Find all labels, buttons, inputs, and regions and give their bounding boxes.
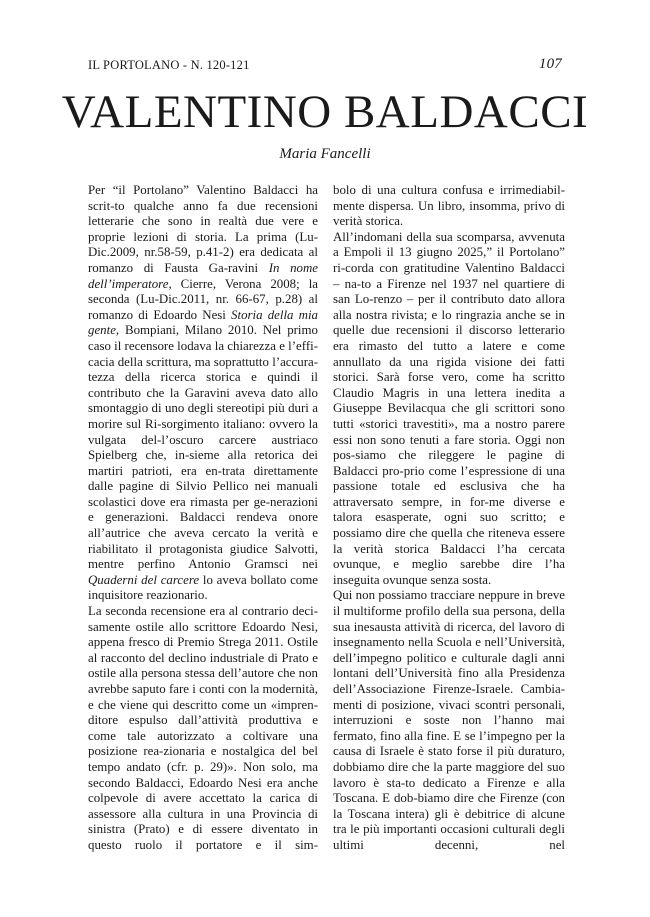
paragraph: La seconda recensione era al contrario deci-samente ostile allo scrittore Edoardo Nesi, appena fresco di Premio Strega 2011. Ostile al racconto del declino industriale di Prato e ostile alla persona stessa dell’autore che non avrebbe saputo fare i conti con la modernità, e che viene qui descritto come un «impren-ditore espulso dall’attività produttiva e come tale autorizzato a coltivare una posizione rea-zionaria e nostalgica del bel tempo andato (cfr. p. 29)». Non solo, ma secondo Baldacci, Edoardo Nesi era anche colpevole di avere accettato la carica di assessore alla cultura in una Provincia di sinistra (Prato) e di essere diventato in questo ruolo il portatore e il sim- bbox=[88, 604, 318, 852]
paragraph: All’indomani della sua scomparsa, avvenuta a Empoli il 13 giugno 2025,” il Portolano” ri-corda con gratitudine Valentino Baldacci – na-to a Firenze nel 1937 nel quartiere di san Lo-renzo – per il contributo dato allora alla nostra rivista; e lo ringrazia anche se in quelle due recensioni il discorso letterario era rimasto del tutto a latere e come annullato da una rigida visione dei fatti storici. Sarà forse vero, come ha scritto Claudio Magris in una lettera inedita a Giuseppe Bevilacqua che gli scrittori sono tutti «storici travestiti», ma a nostro parere essi non sono tenuti a fare storia. Oggi non pos-siamo che rileggere le pagine di Baldacci pro-prio come l’espressione di una passione totale ed esclusiva che ha attraversato sempre, in for-me diverse e talora esasperate, ogni suo scritto; e possiamo dire che quella che riteneva essere la verità storica Baldacci l’ha cercata ovunque, e meglio sarebbe dire l’ha inseguita ovunque senza sosta. bbox=[333, 229, 565, 587]
book-title: Quaderni del carcere bbox=[88, 572, 200, 587]
book-title: Storia della mia gente bbox=[88, 307, 318, 338]
page-number: 107 bbox=[538, 56, 562, 72]
running-header bbox=[88, 56, 562, 76]
paragraph: bolo di una cultura confusa e irrimediabil-mente dispersa. Un libro, insomma, privo di verità storica. bbox=[333, 183, 565, 229]
left-column bbox=[88, 183, 318, 854]
paragraph: Qui non possiamo tracciare neppure in breve il multiforme profilo della sua persona, della sua inesausta attività di ricerca, del lavoro di insegnamento nella Scuola e nell’Università, dell’impegno politico e culturale dagli anni lontani dell’Università fino alla Presidenza dell’Associazione Firenze-Israele. Cambia-menti di posizione, vivaci scontri personali, interruzioni e soste non l’hanno mai fermato, fino alla fine. E se l’impegno per la causa di Israele è stato forse il più duraturo, dobbiamo dire che la parte maggiore del suo lavoro è sta-to dedicato a Firenze e alla Toscana. E dob-biamo dire che Firenze (con la Toscana intera) gli è debitrice di alcune tra le più importanti occasioni culturali degli ultimi decenni, nel bbox=[333, 588, 565, 852]
book-title: In nome dell’imperatore bbox=[88, 260, 318, 291]
article-title: VALENTINO BALDACCI bbox=[61, 86, 589, 138]
article-author: Maria Fancelli bbox=[279, 146, 371, 162]
right-column bbox=[333, 183, 565, 854]
journal-name: IL PORTOLANO - N. 120-121 bbox=[88, 58, 250, 72]
paragraph: Per “il Portolano” Valentino Baldacci ha scrit-to qualche anno fa due recensioni letterarie che sono in realtà due vere e proprie lezioni di storia. La prima (Lu-Dic.2009, nr.58-59, p.41-2) era dedicata al romanzo di Fausta Ga-ravini In nome dell’imperatore, Cierre, Verona 2008; la seconda (Lu-Dic.2011, nr. 66-67, p.28) al romanzo di Edoardo Nesi Storia della mia gente, Bompiani, Milano 2010. Nel primo caso il recensore lodava la chiarezza e l’effi-cacia della scrittura, ma soprattutto l’accura-tezza della ricerca storica e quindi il contributo che la Garavini aveva dato allo smontaggio di uno degli stereotipi più duri a morire sul Ri-sorgimento italiano: ovvero la vulgata del-l’oscuro carcere austriaco Spielberg che, in-sieme alla retorica dei martiri patrioti, era en-trata direttamente dalle pagine di Silvio Pellico nei manuali scolastici dove era rimasta per ge-nerazioni e generazioni. Baldacci rendeva onore all’autrice che aveva cercato la verità e riabilitato il protagonista giudice Salvotti, mentre perfino Antonio Gramsci nei Quaderni del carcere lo aveva bollato come inquisitore reazionario. bbox=[88, 183, 318, 603]
